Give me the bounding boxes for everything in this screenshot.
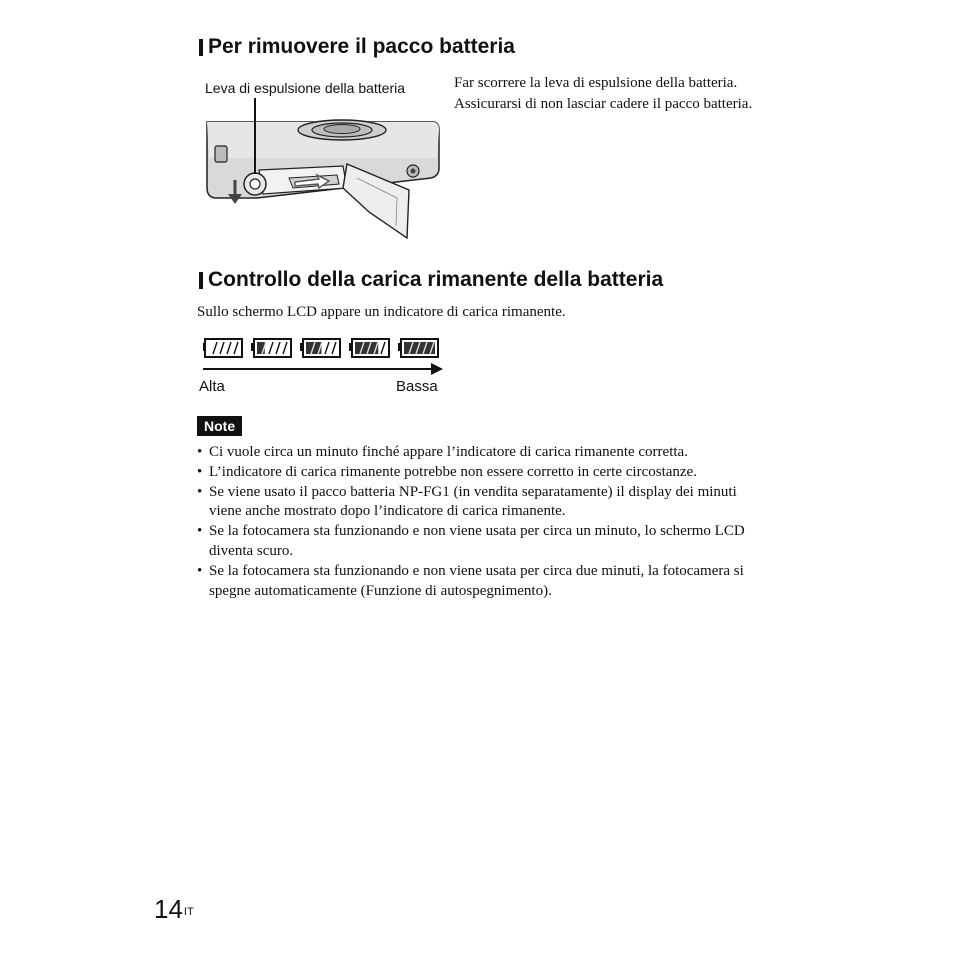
heading-marker-icon — [197, 39, 203, 56]
list-item: • Ci vuole circa un minuto finché appare l’indicatore di carica rimanente corretta. — [197, 443, 757, 463]
battery-indicator-intro: Sullo schermo LCD appare un indicatore di carica rimanente. — [197, 304, 566, 320]
list-item: • Se viene usato il pacco batteria NP-FG1 (in vendita separatamente) il display dei minuti viene anche mostrato dopo l’indicatore di carica rimanente. — [197, 483, 757, 523]
page-number — [154, 894, 194, 924]
page-number-value: 14 — [154, 894, 183, 924]
page-language-code: IT — [183, 906, 194, 918]
battery-level-icon — [251, 339, 291, 357]
battery-level-icon — [300, 339, 340, 357]
list-item: • Se la fotocamera sta funzionando e non viene usata per circa due minuti, la fotocamera si spegne automaticamente (Funzione di autospegnimento). — [197, 562, 757, 602]
charge-scale-arrow — [203, 362, 445, 376]
heading-marker-icon — [197, 272, 203, 289]
charge-scale-high-label: Alta — [199, 378, 225, 395]
battery-level-indicators — [203, 337, 443, 359]
section-heading-battery-charge — [197, 268, 663, 292]
charge-scale-low-label: Bassa — [396, 378, 438, 395]
note-badge: Note — [197, 416, 242, 436]
list-item: • Se la fotocamera sta funzionando e non viene usata per circa un minuto, lo schermo LCD diventa scuro. — [197, 522, 757, 562]
section-heading-text: Controllo della carica rimanente della batteria — [208, 268, 664, 291]
eject-lever-callout-label: Leva di espulsione della batteria — [205, 80, 406, 96]
list-item: • L’indicatore di carica rimanente potrebbe non essere corretto in certe circostanze. — [197, 463, 757, 483]
section-heading-text: Per rimuovere il pacco batteria — [208, 35, 515, 58]
remove-battery-instructions: Far scorrere la leva di espulsione della batteria. Assicurarsi di non lasciar cadere il pacco batteria. — [454, 75, 753, 112]
section-heading-remove-battery — [197, 35, 515, 59]
battery-level-icon — [203, 339, 242, 357]
camera-battery-eject-illustration — [197, 78, 447, 243]
battery-level-icon — [349, 339, 389, 357]
battery-level-icon — [398, 339, 438, 357]
notes-list — [197, 443, 757, 601]
